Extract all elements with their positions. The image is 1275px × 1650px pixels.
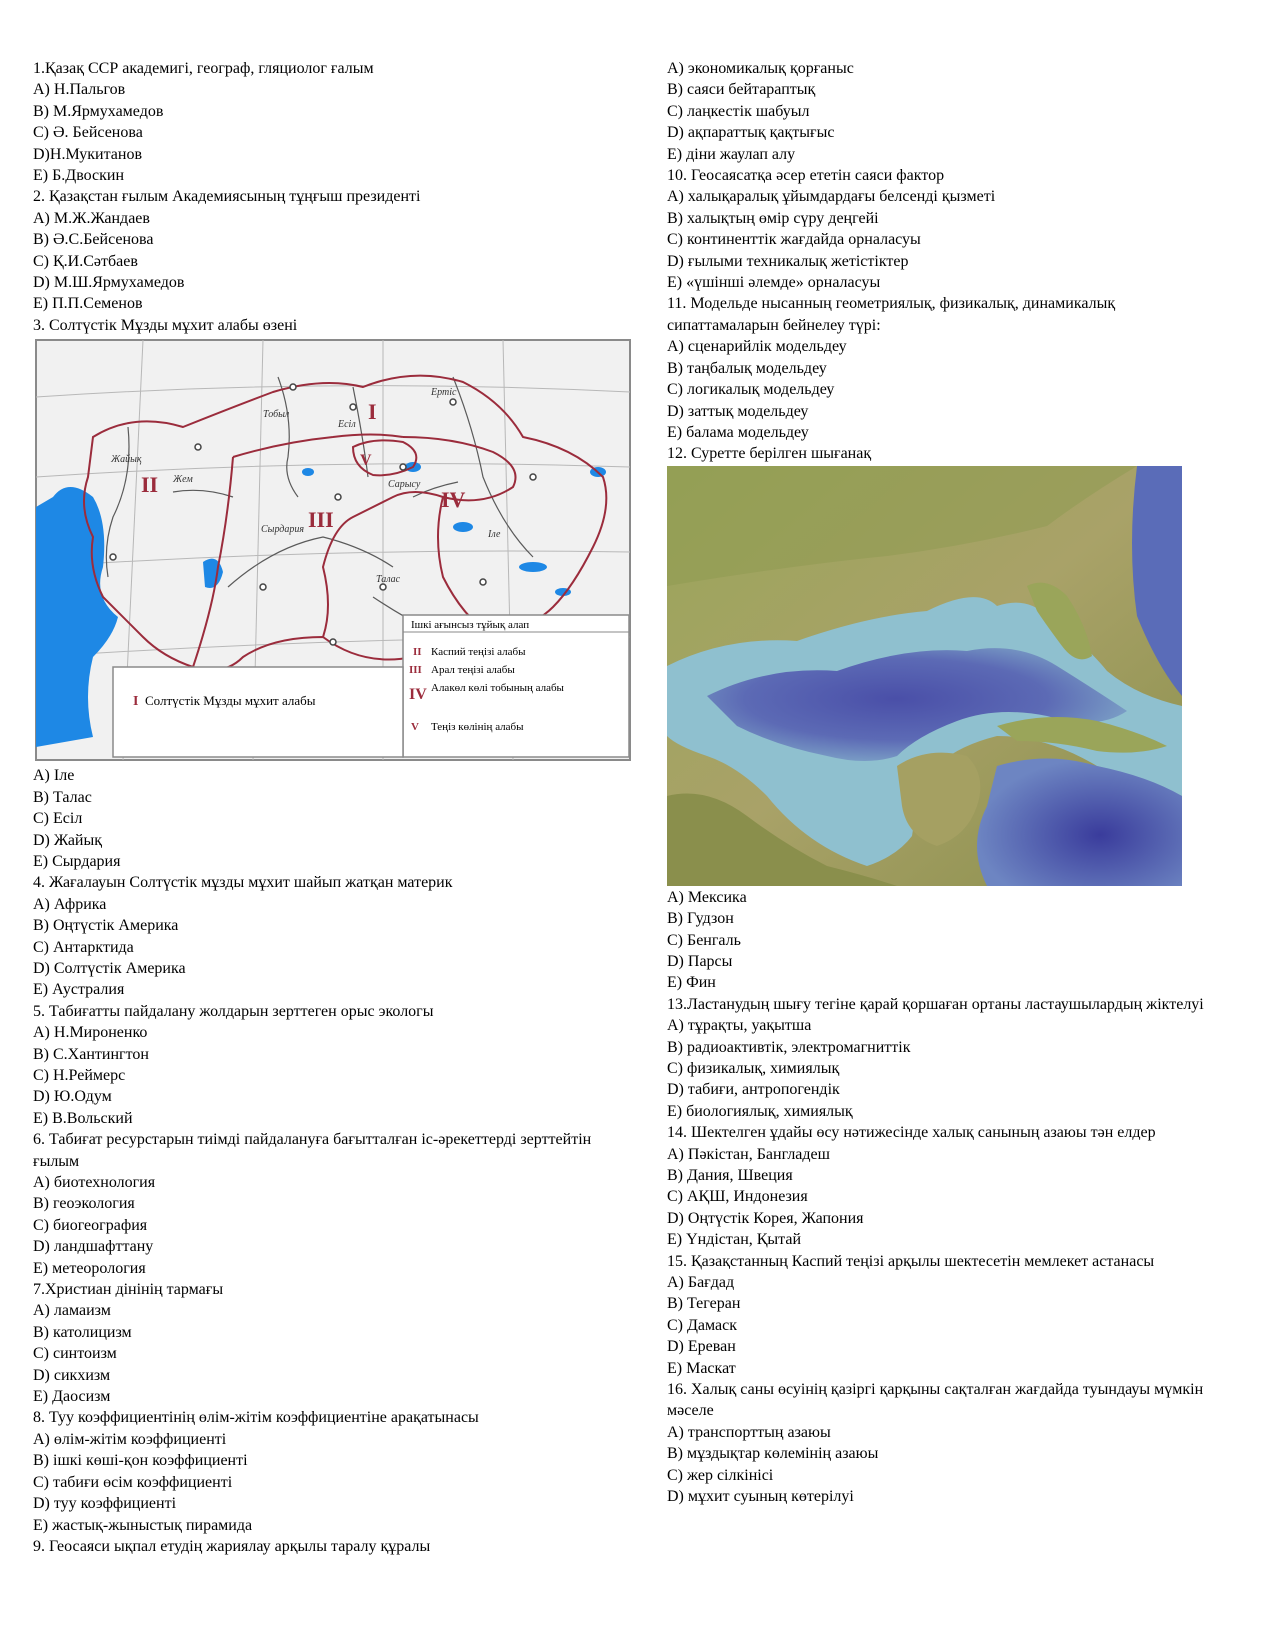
legend-item: Арал теңізі алабы [431, 664, 515, 677]
option: B) халықтың өмір сүру деңгейі [667, 209, 879, 227]
option: C) жер сілкінісі [667, 1466, 774, 1484]
option: B) Оңтүстік Америка [33, 917, 179, 935]
option: A) халықаралық ұйымдардағы белсенді қызметі [667, 188, 996, 206]
option: A) Н.Пальгов [33, 81, 126, 99]
kazakhstan-basins-map [33, 337, 633, 763]
question-5: 5. Табиғатты пайдалану жолдарын зерттеген орыс экологы [33, 1002, 434, 1020]
option: C) Қ.И.Сәтбаев [33, 252, 138, 270]
river-label: Сырдария [261, 524, 305, 536]
option: C) Ә. Бейсенова [33, 124, 143, 142]
question-14: 14. Шектелген ұдайы өсу нәтижесінде халық санының азаюы тән елдер [667, 1124, 1156, 1142]
option: D) М.Ш.Ярмухамедов [33, 274, 185, 292]
option: A) биотехнология [33, 1174, 156, 1191]
option: C) континенттік жағдайда орналасуы [667, 231, 921, 249]
option: C) физикалық, химиялық [667, 1059, 840, 1077]
option: B) таңбалық модельдеу [667, 359, 827, 377]
option: B) С.Хантингтон [33, 1045, 149, 1063]
option: B) мұздықтар көлемінің азаюы [667, 1445, 879, 1463]
question-2: 2. Қазақстан ғылым Академиясының тұңғыш президенті [33, 188, 421, 206]
option: C) Есіл [33, 810, 83, 828]
north-basin-label: Солтүстік Мұзды мұхит алабы [145, 693, 316, 709]
option: A) ламаизм [33, 1302, 111, 1320]
option: B) М.Ярмухамедов [33, 102, 164, 120]
option: C) АҚШ, Индонезия [667, 1188, 808, 1206]
option: A) өлім-жітім коэффициенті [33, 1430, 227, 1448]
question-7: 7.Христиан дінінің тармағы [33, 1281, 224, 1299]
option: B) Дания, Швеция [667, 1167, 793, 1184]
question-3: 3. Солтүстік Мұзды мұхит алабы өзені [33, 316, 298, 334]
option: A) М.Ж.Жандаев [33, 209, 150, 227]
river-label: Тобыл [263, 409, 290, 421]
river-label: Талас [376, 574, 401, 586]
option: A) Мексика [667, 888, 747, 906]
option: E) Фин [667, 974, 716, 992]
option: A) Іле [33, 767, 75, 785]
question-16: 16. Халық саны өсуінің қазіргі қарқыны сақталған жағдайда туындауы мүмкін мәселе [667, 1381, 1204, 1420]
legend-item: Каспий теңізі алабы [431, 646, 526, 659]
option: C) Н.Реймерс [33, 1066, 126, 1084]
option: E) метеорология [33, 1259, 146, 1277]
question-8: 8. Туу коэффициентінің өлім-жітім коэффициентіне арақатынасы [33, 1409, 479, 1427]
option: A) Африка [33, 895, 107, 913]
option: D) Парсы [667, 952, 733, 970]
legend-item: Теңіз көлінің алабы [431, 721, 524, 734]
option: C) табиғи өсім коэффициенті [33, 1473, 233, 1491]
right-column [667, 58, 1227, 1508]
option: C) Антарктида [33, 938, 134, 956]
river-label: Іле [488, 529, 501, 541]
svg-text:I: I [133, 694, 139, 710]
option: D) заттық модельдеу [667, 402, 809, 420]
option: E) «үшінші әлемде» орналасуы [667, 274, 881, 292]
region-label: I [368, 399, 377, 425]
option: B) ішкі көші-қон коэффициенті [33, 1452, 248, 1470]
option: E) биологиялық, химиялық [667, 1102, 853, 1120]
map-legend-title: Ішкі ағынсыз тұйық алап [411, 619, 530, 632]
gulf-of-mexico-relief-image [667, 466, 1182, 886]
map-svg [33, 337, 633, 763]
question-15: 15. Қазақстанның Каспий теңізі арқылы шектесетін мемлекет астанасы [667, 1252, 1155, 1270]
svg-text:III: III [409, 664, 422, 677]
option: E) діни жаулап алу [667, 145, 796, 163]
option: D) Оңтүстік Корея, Жапония [667, 1209, 864, 1227]
option: D) Солтүстік Америка [33, 959, 186, 977]
river-label: Жайық [111, 454, 142, 466]
option: D) ландшафттану [33, 1238, 154, 1256]
option: C) Бенгаль [667, 931, 741, 949]
option: A) экономикалық қорғаныс [667, 60, 854, 77]
option: E) Маскат [667, 1359, 736, 1377]
river-label: Жем [173, 474, 193, 486]
option: A) Пәкістан, Бангладеш [667, 1145, 830, 1163]
region-label: II [141, 472, 159, 498]
option: D) ғылыми техникалық жетістіктер [667, 252, 909, 270]
option: D)Н.Мукитанов [33, 145, 143, 163]
option: B) Талас [33, 788, 92, 806]
option: B) Тегеран [667, 1295, 741, 1313]
option: D) туу коэффициенті [33, 1495, 177, 1513]
question-9: 9. Геосаяси ықпал етудің жариялау арқылы таралу құралы [33, 1537, 431, 1555]
option: D) Ю.Одум [33, 1088, 112, 1106]
option: C) синтоизм [33, 1345, 117, 1363]
legend-item: Алакөл көлі тобының алабы [431, 682, 564, 695]
option: E) балама модельдеу [667, 423, 809, 441]
region-label: III [308, 507, 334, 533]
river-label: Сарысу [388, 479, 421, 491]
left-column [33, 58, 633, 1557]
svg-text:II: II [413, 646, 422, 659]
question-10: 10. Геосаясатқа әсер ететін саяси фактор [667, 167, 945, 185]
option: B) Гудзон [667, 910, 734, 928]
option: C) Дамаск [667, 1316, 738, 1334]
option: D) ақпараттық қақтығыс [667, 124, 835, 142]
option: B) геоэкология [33, 1195, 135, 1213]
option: E) В.Вольский [33, 1109, 133, 1127]
option: E) Үндістан, Қытай [667, 1231, 802, 1249]
question-6: 6. Табиғат ресурстарын тиімді пайдалануға бағытталған іс-әрекеттерді зерттейтін ғылым [33, 1131, 592, 1170]
region-label: V [360, 452, 372, 470]
option: E) жастық-жыныстық пирамида [33, 1516, 253, 1534]
question-13: 13.Ластанудың шығу тегіне қарай қоршаған ортаны ластаушылардың жіктелуі [667, 995, 1204, 1013]
option: D) мұхит суының көтерілуі [667, 1488, 854, 1506]
option: A) тұрақты, уақытша [667, 1017, 812, 1035]
region-label: IV [441, 487, 466, 513]
river-label: Есіл [338, 419, 356, 431]
svg-text:V: V [411, 721, 419, 734]
option: E) Б.Двоскин [33, 167, 125, 185]
option: A) Н.Мироненко [33, 1024, 148, 1042]
question-11: 11. Модельде нысанның геометриялық, физикалық, динамикалық сипаттамаларын бейнелеу түрі: [667, 295, 1116, 334]
question-4: 4. Жағалауын Солтүстік мұзды мұхит шайып жатқан материк [33, 874, 453, 892]
option: B) католицизм [33, 1323, 132, 1341]
option: D) Жайық [33, 831, 103, 849]
option: A) транспорттың азаюы [667, 1423, 831, 1441]
option: C) биогеография [33, 1216, 148, 1234]
option: E) Аустралия [33, 981, 125, 999]
option: E) Даосизм [33, 1388, 111, 1406]
option: B) Ә.С.Бейсенова [33, 231, 154, 249]
option: A) сценарийлік модельдеу [667, 338, 847, 356]
option: E) Сырдария [33, 852, 121, 870]
svg-text:IV: IV [409, 686, 427, 704]
gulf-relief-svg [667, 466, 1182, 886]
option: D) сикхизм [33, 1366, 111, 1384]
option: B) саяси бейтараптық [667, 81, 816, 99]
option: A) Бағдад [667, 1274, 735, 1292]
option: C) логикалық модельдеу [667, 381, 835, 399]
option: D) Ереван [667, 1338, 736, 1356]
option: B) радиоактивтік, электромагниттік [667, 1038, 911, 1056]
option: E) П.П.Семенов [33, 295, 143, 313]
option: D) табиғи, антропогендік [667, 1081, 840, 1099]
question-1: 1.Қазақ ССР академигі, географ, гляциолог ғалым [33, 60, 374, 77]
river-label: Ертіс [431, 387, 457, 399]
question-12: 12. Суретте берілген шығанақ [667, 445, 872, 463]
option: C) лаңкестік шабуыл [667, 102, 810, 120]
